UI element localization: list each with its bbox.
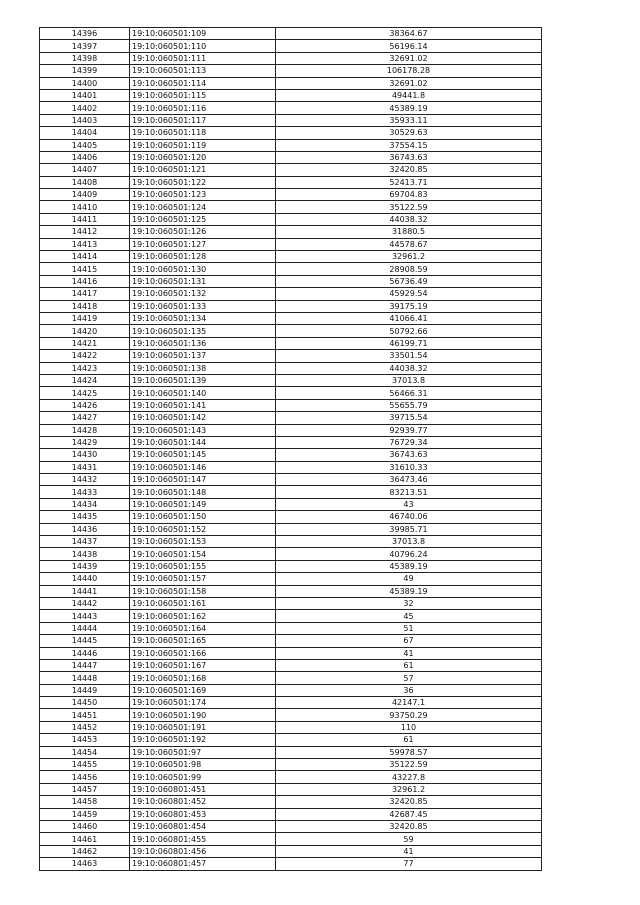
row-number-cell: 14447 — [40, 659, 130, 671]
cadastral-number-cell: 19:10:060501:166 — [130, 647, 276, 659]
value-cell: 32420.85 — [276, 821, 542, 833]
value-cell: 32 — [276, 597, 542, 609]
value-cell: 32691.02 — [276, 52, 542, 64]
table-row — [40, 127, 542, 139]
table-row — [40, 251, 542, 263]
table-row — [40, 659, 542, 671]
table-row — [40, 325, 542, 337]
table-body — [40, 28, 542, 871]
table-row — [40, 362, 542, 374]
value-cell: 36473.46 — [276, 474, 542, 486]
value-cell: 39175.19 — [276, 300, 542, 312]
cadastral-number-cell: 19:10:060501:109 — [130, 28, 276, 40]
value-cell: 32961.2 — [276, 783, 542, 795]
cadastral-number-cell: 19:10:060501:117 — [130, 114, 276, 126]
value-cell: 35122.59 — [276, 759, 542, 771]
table-row — [40, 399, 542, 411]
cadastral-number-cell: 19:10:060801:452 — [130, 796, 276, 808]
value-cell: 28908.59 — [276, 263, 542, 275]
cadastral-number-cell: 19:10:060501:113 — [130, 65, 276, 77]
cadastral-number-cell: 19:10:060501:165 — [130, 635, 276, 647]
value-cell: 43227.8 — [276, 771, 542, 783]
table-row — [40, 238, 542, 250]
value-cell: 41 — [276, 845, 542, 857]
row-number-cell: 14407 — [40, 164, 130, 176]
value-cell: 41066.41 — [276, 312, 542, 324]
row-number-cell: 14436 — [40, 523, 130, 535]
cadastral-number-cell: 19:10:060501:143 — [130, 424, 276, 436]
table-row — [40, 89, 542, 101]
cadastral-number-cell: 19:10:060501:99 — [130, 771, 276, 783]
cadastral-number-cell: 19:10:060801:451 — [130, 783, 276, 795]
value-cell: 43 — [276, 498, 542, 510]
table-row — [40, 709, 542, 721]
row-number-cell: 14432 — [40, 474, 130, 486]
table-row — [40, 77, 542, 89]
cadastral-number-cell: 19:10:060501:139 — [130, 374, 276, 386]
row-number-cell: 14442 — [40, 597, 130, 609]
table-row — [40, 783, 542, 795]
value-cell: 106178.28 — [276, 65, 542, 77]
value-cell: 32961.2 — [276, 251, 542, 263]
cadastral-number-cell: 19:10:060501:174 — [130, 697, 276, 709]
table-row — [40, 114, 542, 126]
row-number-cell: 14430 — [40, 449, 130, 461]
table-row — [40, 548, 542, 560]
cadastral-number-cell: 19:10:060501:142 — [130, 412, 276, 424]
value-cell: 30529.63 — [276, 127, 542, 139]
cadastral-number-cell: 19:10:060501:132 — [130, 288, 276, 300]
table-row — [40, 536, 542, 548]
row-number-cell: 14426 — [40, 399, 130, 411]
table-row — [40, 226, 542, 238]
cadastral-number-cell: 19:10:060501:134 — [130, 312, 276, 324]
cadastral-number-cell: 19:10:060501:158 — [130, 585, 276, 597]
value-cell: 49441.8 — [276, 89, 542, 101]
table-row — [40, 511, 542, 523]
row-number-cell: 14402 — [40, 102, 130, 114]
table-row — [40, 40, 542, 52]
row-number-cell: 14437 — [40, 536, 130, 548]
table-row — [40, 374, 542, 386]
table-row — [40, 176, 542, 188]
value-cell: 52413.71 — [276, 176, 542, 188]
cadastral-number-cell: 19:10:060501:98 — [130, 759, 276, 771]
table-row — [40, 498, 542, 510]
value-cell: 76729.34 — [276, 436, 542, 448]
table-row — [40, 474, 542, 486]
cadastral-number-cell: 19:10:060501:154 — [130, 548, 276, 560]
cadastral-number-cell: 19:10:060501:137 — [130, 350, 276, 362]
row-number-cell: 14444 — [40, 622, 130, 634]
table-row — [40, 573, 542, 585]
row-number-cell: 14403 — [40, 114, 130, 126]
value-cell: 92939.77 — [276, 424, 542, 436]
table-row — [40, 523, 542, 535]
row-number-cell: 14416 — [40, 275, 130, 287]
table-row — [40, 697, 542, 709]
cadastral-number-cell: 19:10:060801:454 — [130, 821, 276, 833]
value-cell: 39985.71 — [276, 523, 542, 535]
cadastral-number-cell: 19:10:060501:138 — [130, 362, 276, 374]
table-row — [40, 52, 542, 64]
row-number-cell: 14425 — [40, 387, 130, 399]
value-cell: 55655.79 — [276, 399, 542, 411]
row-number-cell: 14414 — [40, 251, 130, 263]
value-cell: 77 — [276, 858, 542, 870]
value-cell: 59 — [276, 833, 542, 845]
cadastral-number-cell: 19:10:060501:148 — [130, 486, 276, 498]
row-number-cell: 14429 — [40, 436, 130, 448]
value-cell: 45389.19 — [276, 560, 542, 572]
table-row — [40, 647, 542, 659]
row-number-cell: 14409 — [40, 189, 130, 201]
value-cell: 37013.8 — [276, 374, 542, 386]
cadastral-number-cell: 19:10:060501:121 — [130, 164, 276, 176]
table-row — [40, 300, 542, 312]
cadastral-number-cell: 19:10:060501:191 — [130, 721, 276, 733]
value-cell: 56466.31 — [276, 387, 542, 399]
row-number-cell: 14443 — [40, 610, 130, 622]
row-number-cell: 14435 — [40, 511, 130, 523]
value-cell: 32691.02 — [276, 77, 542, 89]
value-cell: 83213.51 — [276, 486, 542, 498]
table-row — [40, 746, 542, 758]
table-row — [40, 436, 542, 448]
table-row — [40, 164, 542, 176]
cadastral-number-cell: 19:10:060501:125 — [130, 213, 276, 225]
row-number-cell: 14453 — [40, 734, 130, 746]
table-row — [40, 449, 542, 461]
cadastral-number-cell: 19:10:060501:133 — [130, 300, 276, 312]
row-number-cell: 14410 — [40, 201, 130, 213]
row-number-cell: 14423 — [40, 362, 130, 374]
value-cell: 31880.5 — [276, 226, 542, 238]
value-cell: 36743.63 — [276, 151, 542, 163]
value-cell: 61 — [276, 659, 542, 671]
row-number-cell: 14456 — [40, 771, 130, 783]
table-row — [40, 350, 542, 362]
row-number-cell: 14399 — [40, 65, 130, 77]
cadastral-number-cell: 19:10:060501:155 — [130, 560, 276, 572]
cadastral-number-cell: 19:10:060501:118 — [130, 127, 276, 139]
row-number-cell: 14398 — [40, 52, 130, 64]
value-cell: 35933.11 — [276, 114, 542, 126]
value-cell: 32420.85 — [276, 796, 542, 808]
cadastral-number-cell: 19:10:060501:141 — [130, 399, 276, 411]
table-row — [40, 337, 542, 349]
row-number-cell: 14439 — [40, 560, 130, 572]
row-number-cell: 14421 — [40, 337, 130, 349]
row-number-cell: 14461 — [40, 833, 130, 845]
row-number-cell: 14428 — [40, 424, 130, 436]
cadastral-number-cell: 19:10:060501:111 — [130, 52, 276, 64]
cadastral-number-cell: 19:10:060501:161 — [130, 597, 276, 609]
cadastral-number-cell: 19:10:060501:162 — [130, 610, 276, 622]
row-number-cell: 14448 — [40, 672, 130, 684]
row-number-cell: 14441 — [40, 585, 130, 597]
table-row — [40, 821, 542, 833]
row-number-cell: 14433 — [40, 486, 130, 498]
cadastral-number-cell: 19:10:060801:457 — [130, 858, 276, 870]
row-number-cell: 14459 — [40, 808, 130, 820]
table-row — [40, 102, 542, 114]
table-row — [40, 65, 542, 77]
row-number-cell: 14408 — [40, 176, 130, 188]
value-cell: 44038.32 — [276, 213, 542, 225]
row-number-cell: 14406 — [40, 151, 130, 163]
row-number-cell: 14454 — [40, 746, 130, 758]
table-row — [40, 734, 542, 746]
table-row — [40, 263, 542, 275]
value-cell: 51 — [276, 622, 542, 634]
cadastral-number-cell: 19:10:060501:190 — [130, 709, 276, 721]
row-number-cell: 14449 — [40, 684, 130, 696]
cadastral-number-cell: 19:10:060501:114 — [130, 77, 276, 89]
table-row — [40, 597, 542, 609]
value-cell: 42147.1 — [276, 697, 542, 709]
value-cell: 56196.14 — [276, 40, 542, 52]
value-cell: 110 — [276, 721, 542, 733]
table-row — [40, 833, 542, 845]
cadastral-number-cell: 19:10:060501:120 — [130, 151, 276, 163]
table-row — [40, 672, 542, 684]
cadastral-number-cell: 19:10:060501:167 — [130, 659, 276, 671]
table-row — [40, 151, 542, 163]
value-cell: 57 — [276, 672, 542, 684]
value-cell: 45389.19 — [276, 102, 542, 114]
table-row — [40, 759, 542, 771]
table-row — [40, 635, 542, 647]
value-cell: 42687.45 — [276, 808, 542, 820]
cadastral-number-cell: 19:10:060501:128 — [130, 251, 276, 263]
table-row — [40, 28, 542, 40]
value-cell: 46199.71 — [276, 337, 542, 349]
value-cell: 37554.15 — [276, 139, 542, 151]
value-cell: 93750.29 — [276, 709, 542, 721]
value-cell: 35122.59 — [276, 201, 542, 213]
row-number-cell: 14462 — [40, 845, 130, 857]
cadastral-number-cell: 19:10:060501:97 — [130, 746, 276, 758]
cadastral-number-cell: 19:10:060501:192 — [130, 734, 276, 746]
value-cell: 44038.32 — [276, 362, 542, 374]
cadastral-number-cell: 19:10:060501:149 — [130, 498, 276, 510]
table-row — [40, 139, 542, 151]
row-number-cell: 14463 — [40, 858, 130, 870]
cadastral-number-cell: 19:10:060501:124 — [130, 201, 276, 213]
row-number-cell: 14424 — [40, 374, 130, 386]
value-cell: 59978.57 — [276, 746, 542, 758]
cadastral-number-cell: 19:10:060801:453 — [130, 808, 276, 820]
value-cell: 41 — [276, 647, 542, 659]
table-row — [40, 201, 542, 213]
table-row — [40, 412, 542, 424]
cadastral-number-cell: 19:10:060801:456 — [130, 845, 276, 857]
table-row — [40, 721, 542, 733]
table-row — [40, 189, 542, 201]
value-cell: 45 — [276, 610, 542, 622]
row-number-cell: 14451 — [40, 709, 130, 721]
table-row — [40, 486, 542, 498]
cadastral-number-cell: 19:10:060501:110 — [130, 40, 276, 52]
cadastral-table — [39, 27, 542, 871]
row-number-cell: 14422 — [40, 350, 130, 362]
value-cell: 69704.83 — [276, 189, 542, 201]
cadastral-number-cell: 19:10:060501:146 — [130, 461, 276, 473]
table-row — [40, 796, 542, 808]
cadastral-number-cell: 19:10:060501:169 — [130, 684, 276, 696]
row-number-cell: 14457 — [40, 783, 130, 795]
row-number-cell: 14450 — [40, 697, 130, 709]
row-number-cell: 14427 — [40, 412, 130, 424]
row-number-cell: 14455 — [40, 759, 130, 771]
table-row — [40, 684, 542, 696]
value-cell: 44578.67 — [276, 238, 542, 250]
row-number-cell: 14418 — [40, 300, 130, 312]
row-number-cell: 14397 — [40, 40, 130, 52]
value-cell: 33501.54 — [276, 350, 542, 362]
cadastral-number-cell: 19:10:060501:126 — [130, 226, 276, 238]
table-row — [40, 808, 542, 820]
table-row — [40, 560, 542, 572]
cadastral-number-cell: 19:10:060501:115 — [130, 89, 276, 101]
cadastral-number-cell: 19:10:060501:164 — [130, 622, 276, 634]
table-row — [40, 845, 542, 857]
value-cell: 45389.19 — [276, 585, 542, 597]
cadastral-number-cell: 19:10:060501:123 — [130, 189, 276, 201]
cadastral-number-cell: 19:10:060801:455 — [130, 833, 276, 845]
table-row — [40, 610, 542, 622]
row-number-cell: 14417 — [40, 288, 130, 300]
table-row — [40, 312, 542, 324]
cadastral-number-cell: 19:10:060501:135 — [130, 325, 276, 337]
cadastral-number-cell: 19:10:060501:127 — [130, 238, 276, 250]
table-row — [40, 461, 542, 473]
row-number-cell: 14413 — [40, 238, 130, 250]
cadastral-number-cell: 19:10:060501:144 — [130, 436, 276, 448]
row-number-cell: 14446 — [40, 647, 130, 659]
cadastral-number-cell: 19:10:060501:147 — [130, 474, 276, 486]
table-row — [40, 387, 542, 399]
table-row — [40, 288, 542, 300]
value-cell: 38364.67 — [276, 28, 542, 40]
cadastral-number-cell: 19:10:060501:119 — [130, 139, 276, 151]
value-cell: 31610.33 — [276, 461, 542, 473]
row-number-cell: 14434 — [40, 498, 130, 510]
cadastral-number-cell: 19:10:060501:168 — [130, 672, 276, 684]
row-number-cell: 14452 — [40, 721, 130, 733]
cadastral-number-cell: 19:10:060501:140 — [130, 387, 276, 399]
cadastral-number-cell: 19:10:060501:130 — [130, 263, 276, 275]
row-number-cell: 14458 — [40, 796, 130, 808]
value-cell: 36 — [276, 684, 542, 696]
cadastral-number-cell: 19:10:060501:145 — [130, 449, 276, 461]
table-row — [40, 275, 542, 287]
cadastral-number-cell: 19:10:060501:152 — [130, 523, 276, 535]
cadastral-number-cell: 19:10:060501:150 — [130, 511, 276, 523]
row-number-cell: 14404 — [40, 127, 130, 139]
row-number-cell: 14438 — [40, 548, 130, 560]
value-cell: 56736.49 — [276, 275, 542, 287]
row-number-cell: 14420 — [40, 325, 130, 337]
value-cell: 40796.24 — [276, 548, 542, 560]
row-number-cell: 14415 — [40, 263, 130, 275]
row-number-cell: 14405 — [40, 139, 130, 151]
row-number-cell: 14445 — [40, 635, 130, 647]
value-cell: 46740.06 — [276, 511, 542, 523]
value-cell: 39715.54 — [276, 412, 542, 424]
row-number-cell: 14419 — [40, 312, 130, 324]
table-row — [40, 622, 542, 634]
value-cell: 32420.85 — [276, 164, 542, 176]
row-number-cell: 14440 — [40, 573, 130, 585]
cadastral-number-cell: 19:10:060501:131 — [130, 275, 276, 287]
value-cell: 37013.8 — [276, 536, 542, 548]
cadastral-number-cell: 19:10:060501:116 — [130, 102, 276, 114]
table-row — [40, 858, 542, 870]
table-row — [40, 213, 542, 225]
row-number-cell: 14401 — [40, 89, 130, 101]
cadastral-number-cell: 19:10:060501:157 — [130, 573, 276, 585]
value-cell: 36743.63 — [276, 449, 542, 461]
value-cell: 50792.66 — [276, 325, 542, 337]
row-number-cell: 14412 — [40, 226, 130, 238]
cadastral-number-cell: 19:10:060501:136 — [130, 337, 276, 349]
row-number-cell: 14396 — [40, 28, 130, 40]
value-cell: 45929.54 — [276, 288, 542, 300]
cadastral-number-cell: 19:10:060501:122 — [130, 176, 276, 188]
table-row — [40, 424, 542, 436]
row-number-cell: 14431 — [40, 461, 130, 473]
row-number-cell: 14411 — [40, 213, 130, 225]
row-number-cell: 14460 — [40, 821, 130, 833]
value-cell: 61 — [276, 734, 542, 746]
row-number-cell: 14400 — [40, 77, 130, 89]
table-row — [40, 771, 542, 783]
value-cell: 67 — [276, 635, 542, 647]
cadastral-number-cell: 19:10:060501:153 — [130, 536, 276, 548]
table-row — [40, 585, 542, 597]
value-cell: 49 — [276, 573, 542, 585]
